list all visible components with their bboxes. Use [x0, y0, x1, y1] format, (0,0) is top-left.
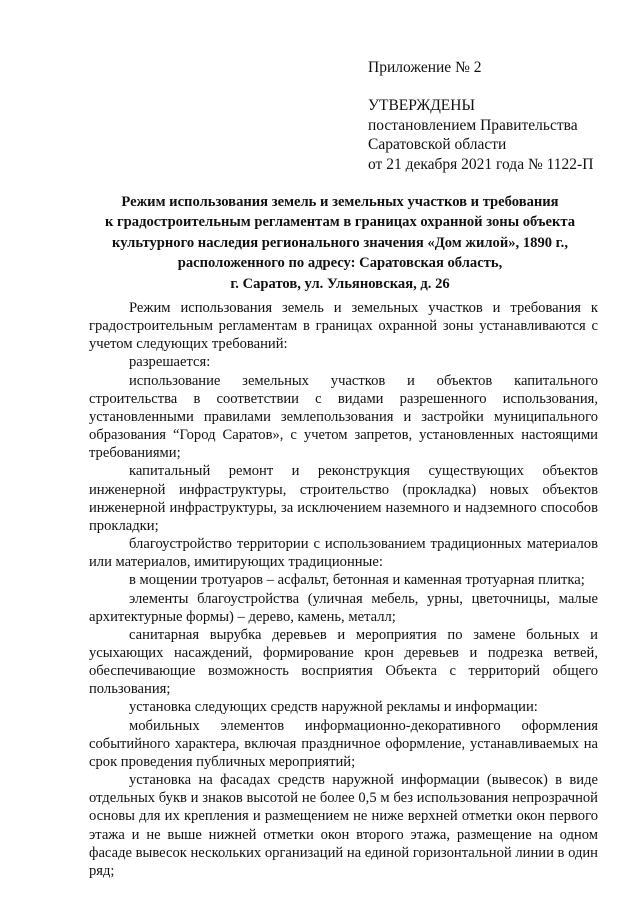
- title-line: г. Саратов, ул. Ульяновская, д. 26: [230, 275, 450, 292]
- approval-line: постановлением Правительства: [368, 116, 578, 134]
- body-paragraph: Режим использования земель и земельных участков и требования к градостроительным регламентам в границах охранной зоны устанавливаются с учетом следующих требований:: [89, 300, 598, 353]
- approval-title: УТВЕРЖДЕНЫ: [368, 97, 475, 114]
- body-paragraph: установка на фасадах средств наружной информации (вывесок) в виде отдельных букв и знаков высотой не более 0,5 м без использования непрозрачной основы для их крепления и размещением не ниже верхней отметки окон первого этажа и не выше нижней отметки окон второго этажа, размещение на одном фасаде вывесок нескольких организаций на единой горизонтальной линии в один ряд;: [89, 772, 598, 879]
- appendix-label: Приложение № 2: [368, 59, 482, 76]
- title-line: Режим использования земель и земельных участков и требования: [121, 194, 559, 210]
- body-paragraph: санитарная вырубка деревьев и мероприятия по замене больных и усыхающих насаждений, формирование крон деревьев и подрезка ветвей, обеспечивающие возможность восприятия Объекта с территорий общего пользования;: [89, 626, 598, 698]
- document-body: [89, 299, 598, 880]
- body-paragraph: разрешается:: [129, 354, 211, 371]
- title-line: к градостроительным регламентам в границах охранной зоны объекта: [104, 214, 576, 231]
- body-paragraph: в мощении тротуаров – асфальт, бетонная и каменная тротуарная плитка;: [129, 572, 585, 589]
- approval-line: от 21 декабря 2021 года № 1122-П: [368, 155, 594, 173]
- body-paragraph: элементы благоустройства (уличная мебель, урны, цветочницы, малые архитектурные формы) – дерево, камень, металл;: [89, 590, 598, 625]
- body-paragraph: установка следующих средств наружной рекламы и информации:: [129, 699, 538, 716]
- title-line: культурного наследия регионального значения «Дом жилой», 1890 г.,: [112, 234, 568, 251]
- document-title: [80, 192, 600, 294]
- approval-line: Саратовской области: [368, 136, 507, 153]
- body-paragraph: благоустройство территории с использованием традиционных материалов или материалов, имитирующих традиционные:: [89, 536, 598, 571]
- body-paragraph: мобильных элементов информационно-декоративного оформления событийного характера, включая праздничное оформление, устанавливаемых на срок проведения публичных мероприятий;: [89, 717, 598, 770]
- approval-block: [368, 96, 593, 174]
- body-paragraph: капитальный ремонт и реконструкция существующих объектов инженерной инфраструктуры, строительство (прокладка) новых объектов инженерной инфраструктуры, за исключением наземного и надземного способов прокладки;: [89, 463, 598, 534]
- title-line: расположенного по адресу: Саратовская область,: [177, 255, 503, 272]
- body-paragraph: использование земельных участков и объектов капитального строительства в соответствии с видами разрешенного использования, установленными правилами землепользования и застройки муниципального образования “Город Саратов», с учетом запретов, установленных настоящими требованиями;: [89, 372, 598, 462]
